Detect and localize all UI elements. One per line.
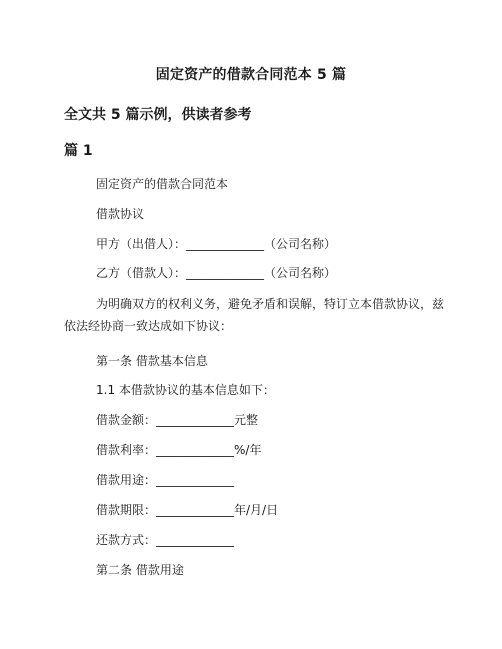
party-b-line: 乙方（借款人）：_____________（公司名称）	[96, 266, 337, 280]
repayment-method-line: 还款方式：_____________	[96, 533, 235, 547]
loan-amount-line: 借款金额：_____________元整	[96, 413, 259, 427]
clause-1-1: 1.1 本借款协议的基本信息如下：	[96, 383, 275, 397]
loan-term-line: 借款期限：_____________年/月/日	[96, 503, 279, 517]
article-1-heading: 第一条 借款基本信息	[96, 354, 208, 368]
section-heading: 篇 1	[64, 143, 93, 159]
document-title: 固定资产的借款合同范本 5 篇	[155, 67, 347, 83]
party-a-line: 甲方（出借人）：_____________（公司名称）	[96, 237, 337, 251]
document-subtitle: 全文共 5 篇示例，供读者参考	[64, 107, 252, 123]
loan-purpose-line: 借款用途：_____________	[96, 473, 235, 487]
agreement-heading: 借款协议	[96, 207, 145, 221]
article-2-heading: 第二条 借款用途	[96, 563, 184, 577]
contract-title-line: 固定资产的借款合同范本	[96, 177, 229, 191]
agreement-intro-paragraph: 为明确双方的权利义务，避免矛盾和误解，特订立本借款协议，兹依法经协商一致达成如下协议：	[64, 297, 445, 333]
loan-interest-line: 借款利率：_____________%/年	[96, 443, 262, 457]
